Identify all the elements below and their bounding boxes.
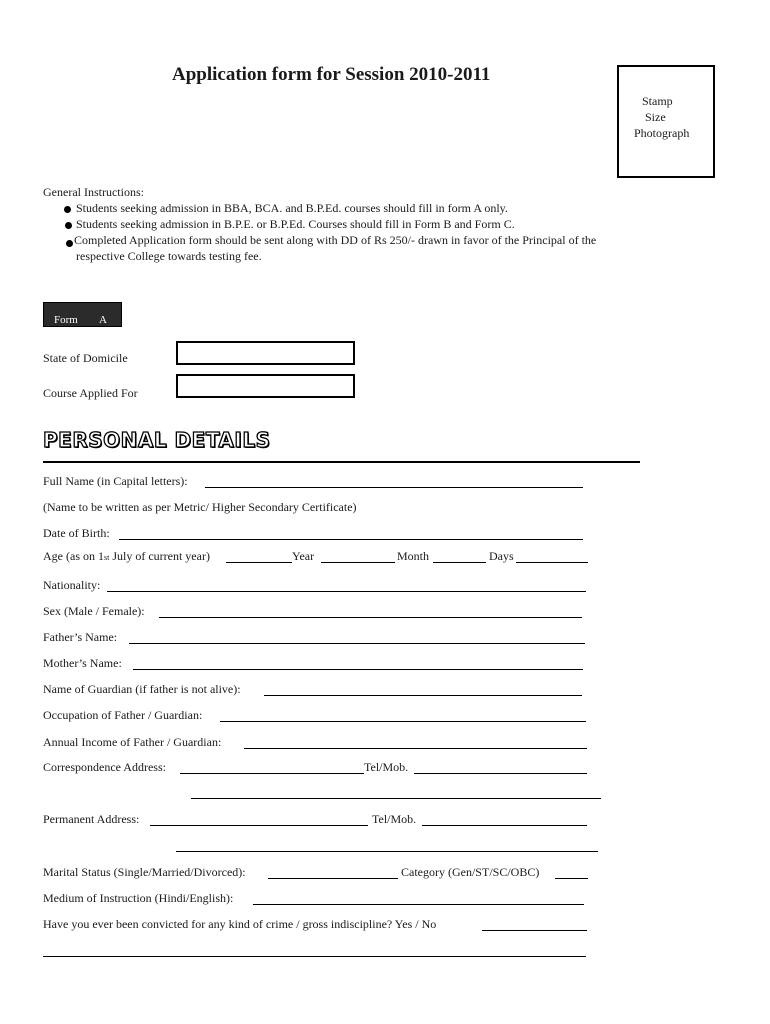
age-label: Age (as on 1st July of current year)	[43, 549, 210, 563]
course-label: Course Applied For	[43, 386, 138, 400]
form-title: Application form for Session 2010-2011	[172, 64, 491, 85]
corr-address-label: Correspondence Address:	[43, 760, 166, 774]
age-days-line[interactable]	[433, 562, 486, 563]
form-type-badge	[43, 302, 122, 327]
income-label: Annual Income of Father / Guardian:	[43, 735, 222, 749]
age-month-line[interactable]	[321, 562, 395, 563]
perm-address-label: Permanent Address:	[43, 812, 140, 826]
year-label: Year	[292, 549, 315, 563]
convicted-details-line[interactable]	[43, 956, 586, 957]
photo-label-size: Size	[645, 110, 666, 124]
mother-name-label: Mother’s Name:	[43, 656, 122, 670]
photo-label-stamp: Stamp	[642, 94, 673, 108]
month-label: Month	[397, 549, 430, 563]
instruction-item: respective College towards testing fee.	[76, 249, 262, 263]
guardian-line[interactable]	[264, 695, 582, 696]
corr-address-line[interactable]	[180, 773, 364, 774]
category-label: Category (Gen/ST/SC/OBC)	[401, 865, 540, 879]
corr-tel-line[interactable]	[414, 773, 587, 774]
instruction-item: Students seeking admission in B.P.E. or B.P.Ed. Courses should fill in Form B and Form C.	[76, 217, 515, 231]
mother-name-line[interactable]	[133, 669, 583, 670]
perm-address-line-2[interactable]	[176, 851, 598, 852]
bullet-icon	[66, 240, 73, 247]
full-name-line[interactable]	[205, 487, 583, 488]
days-label: Days	[489, 549, 514, 563]
category-line[interactable]	[555, 878, 588, 879]
medium-line[interactable]	[253, 904, 584, 905]
full-name-label: Full Name (in Capital letters):	[43, 474, 188, 488]
nationality-label: Nationality:	[43, 578, 101, 592]
section-divider	[43, 461, 640, 463]
domicile-label: State of Domicile	[43, 351, 128, 365]
domicile-input[interactable]	[176, 341, 355, 365]
convicted-label: Have you ever been convicted for any kind of crime / gross indiscipline? Yes / No	[43, 917, 437, 931]
perm-tel-line[interactable]	[422, 825, 587, 826]
days-line[interactable]	[516, 562, 588, 563]
guardian-label: Name of Guardian (if father is not alive):	[43, 682, 241, 696]
dob-label: Date of Birth:	[43, 526, 110, 540]
instruction-item: Completed Application form should be sent along with DD of Rs 250/- drawn in favor of the Principal of the	[74, 233, 597, 247]
nationality-line[interactable]	[107, 591, 586, 592]
form-word: Form	[54, 314, 78, 326]
occupation-line[interactable]	[220, 721, 586, 722]
convicted-line[interactable]	[482, 930, 587, 931]
age-year-line[interactable]	[226, 562, 292, 563]
section-title: PERSONAL DETAILS	[43, 428, 271, 452]
form-letter: A	[99, 314, 107, 326]
father-name-label: Father’s Name:	[43, 630, 118, 644]
photo-label-photograph: Photograph	[634, 126, 690, 140]
perm-address-line[interactable]	[150, 825, 368, 826]
corr-tel-label: Tel/Mob.	[364, 760, 409, 774]
name-note: (Name to be written as per Metric/ Higher Secondary Certificate)	[43, 500, 357, 514]
corr-address-line-2[interactable]	[191, 798, 601, 799]
instruction-item: Students seeking admission in BBA, BCA. and B.P.Ed. courses should fill in form A only.	[76, 201, 508, 215]
medium-label: Medium of Instruction (Hindi/English):	[43, 891, 234, 905]
marital-line[interactable]	[268, 878, 398, 879]
bullet-icon	[65, 222, 72, 229]
father-name-line[interactable]	[129, 643, 585, 644]
marital-label: Marital Status (Single/Married/Divorced):	[43, 865, 246, 879]
sex-label: Sex (Male / Female):	[43, 604, 145, 618]
course-input[interactable]	[176, 374, 355, 398]
income-line[interactable]	[244, 748, 587, 749]
occupation-label: Occupation of Father / Guardian:	[43, 708, 203, 722]
bullet-icon	[64, 206, 71, 213]
perm-tel-label: Tel/Mob.	[372, 812, 417, 826]
sex-line[interactable]	[159, 617, 582, 618]
photo-box	[617, 65, 715, 178]
instructions-heading: General Instructions:	[43, 185, 144, 199]
dob-line[interactable]	[119, 539, 583, 540]
